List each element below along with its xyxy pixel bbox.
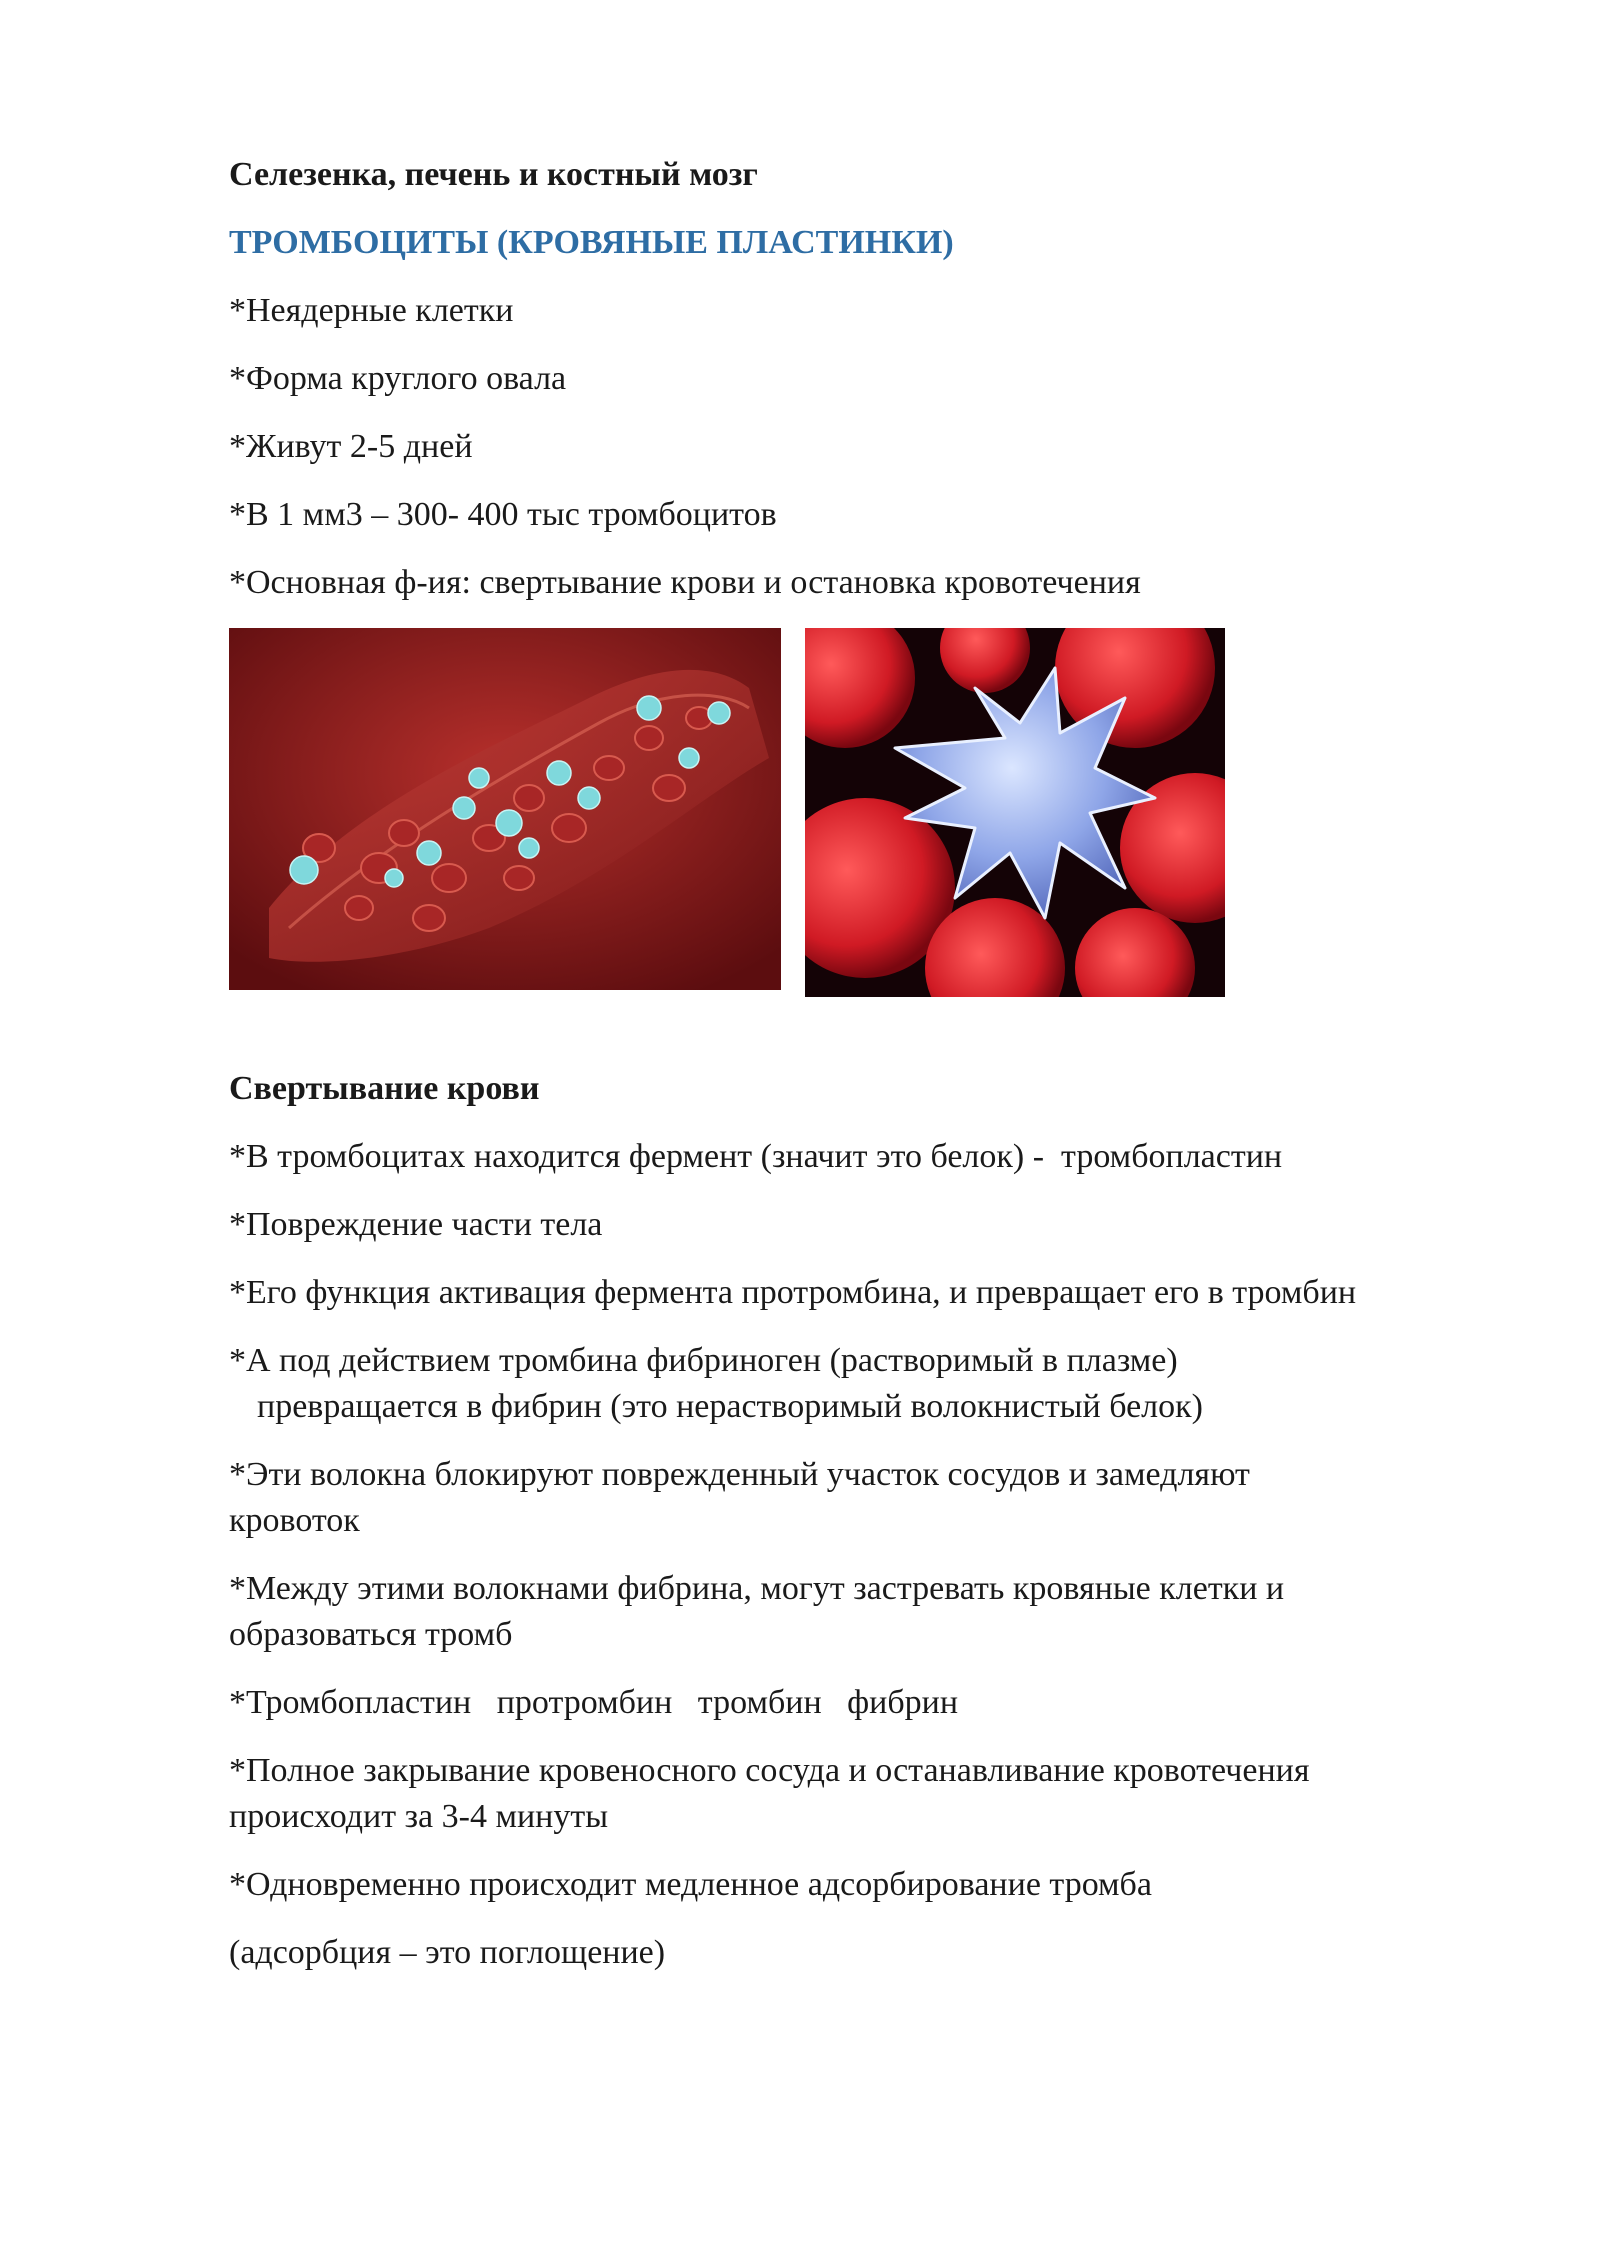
list-item: *Повреждение части тела bbox=[229, 1206, 603, 1243]
list-item: *Форма круглого овала bbox=[229, 360, 567, 397]
list-item: *Полное закрывание кровеносного сосуда и останавливание кровотечения bbox=[229, 1752, 1310, 1789]
title-platelets: ТРОМБОЦИТЫ (КРОВЯНЫЕ ПЛАСТИНКИ) bbox=[229, 224, 954, 261]
list-item-continuation: образоваться тромб bbox=[229, 1616, 513, 1653]
list-item-continuation: превращается в фибрин (это нерастворимый волокнистый белок) bbox=[257, 1388, 1203, 1425]
list-item: (адсорбция – это поглощение) bbox=[229, 1934, 666, 1971]
list-item: *Эти волокна блокируют поврежденный участок сосудов и замедляют bbox=[229, 1456, 1250, 1493]
list-item: *Тромбопластин протромбин тромбин фибрин bbox=[229, 1684, 959, 1721]
list-item: *Между этими волокнами фибрина, могут застревать кровяные клетки и bbox=[229, 1570, 1285, 1607]
list-item-continuation: кровоток bbox=[229, 1502, 360, 1539]
list-item: *Одновременно происходит медленное адсорбирование тромба bbox=[229, 1866, 1152, 1903]
list-item: *А под действием тромбина фибриноген (растворимый в плазме) bbox=[229, 1342, 1178, 1379]
list-item: *Неядерные клетки bbox=[229, 292, 514, 329]
list-item: *Живут 2-5 дней bbox=[229, 428, 473, 465]
heading-coagulation: Свертывание крови bbox=[229, 1070, 540, 1107]
blood-vessel-image bbox=[229, 628, 781, 990]
list-item-continuation: происходит за 3-4 минуты bbox=[229, 1798, 609, 1835]
heading-organs: Селезенка, печень и костный мозг bbox=[229, 156, 758, 193]
list-item: *Основная ф-ия: свертывание крови и остановка кровотечения bbox=[229, 564, 1141, 601]
activated-platelet-image bbox=[805, 628, 1225, 997]
list-item: *В 1 мм3 – 300- 400 тыс тромбоцитов bbox=[229, 496, 777, 533]
list-item: *В тромбоцитах находится фермент (значит это белок) - тромбопластин bbox=[229, 1138, 1283, 1175]
list-item: *Его функция активация фермента протромбина, и превращает его в тромбин bbox=[229, 1274, 1357, 1311]
